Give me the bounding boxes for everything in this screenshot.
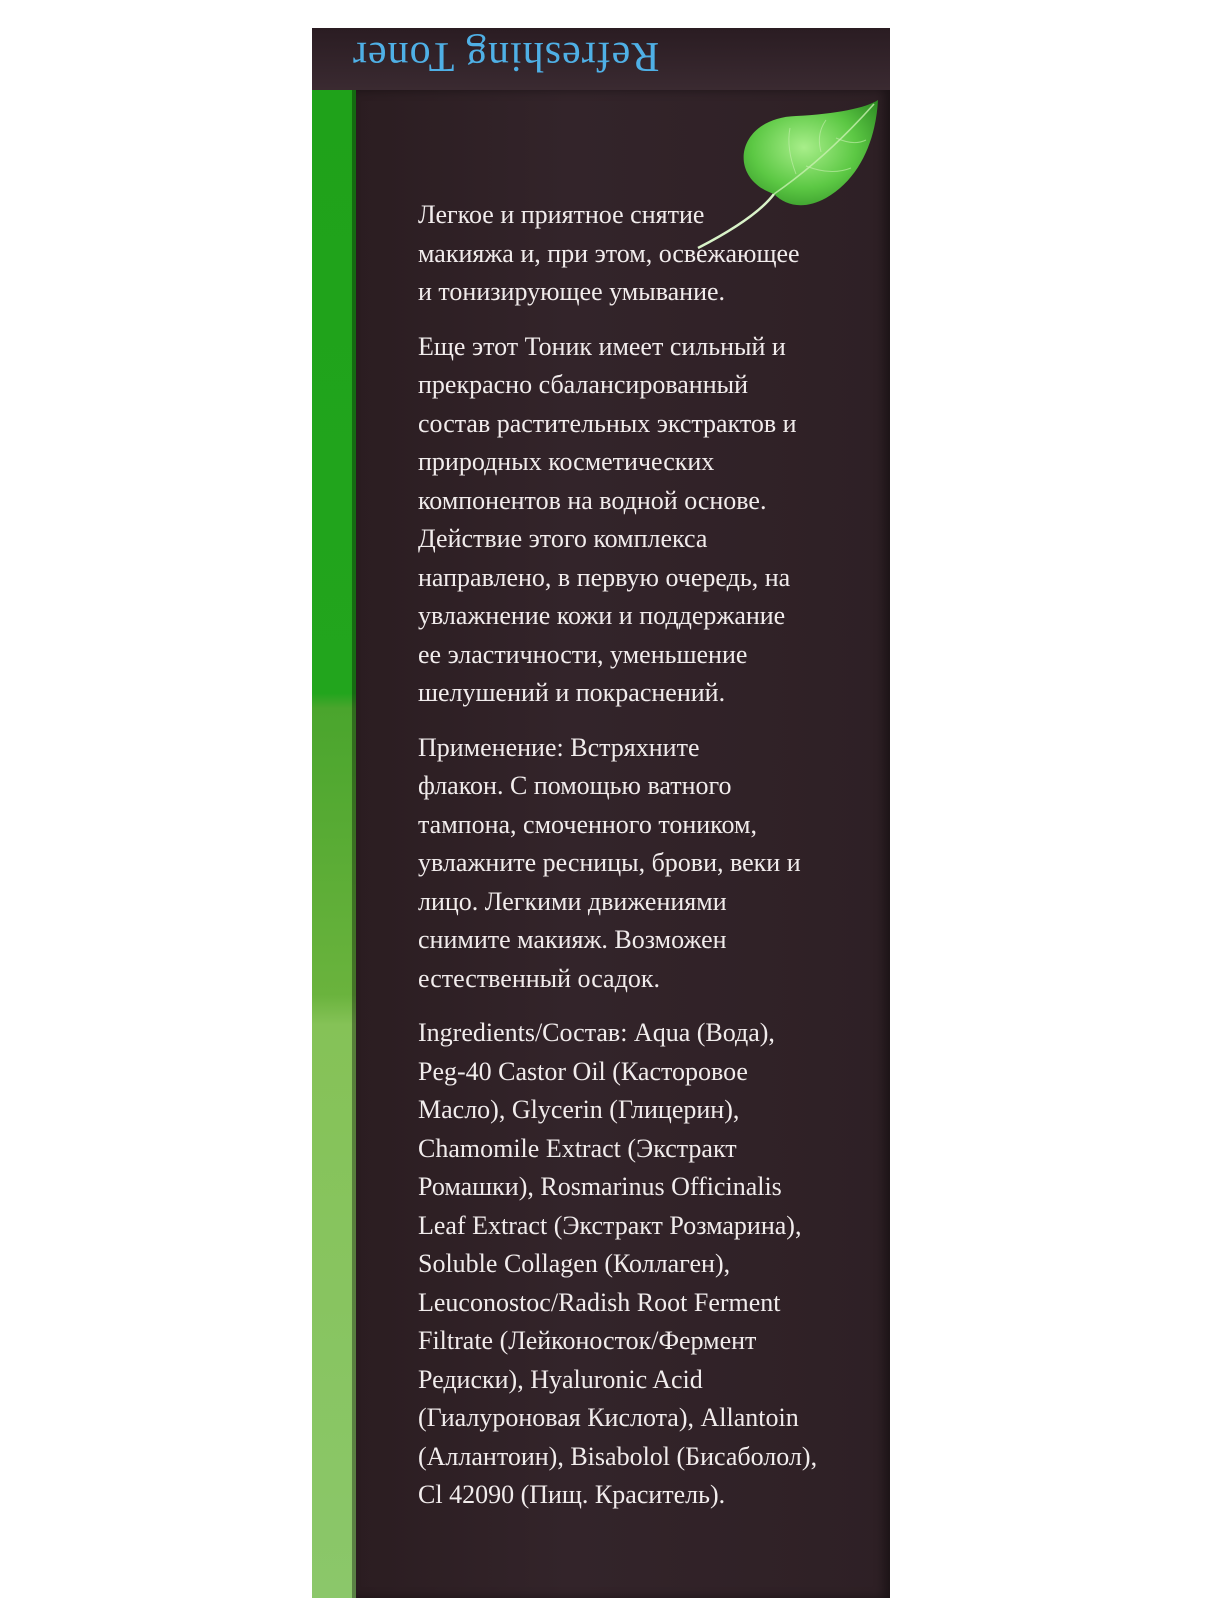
text-line: природных косметических xyxy=(418,447,715,476)
paragraph-intro xyxy=(396,196,846,312)
text-line: прекрасно сбалансированный xyxy=(418,370,749,399)
text-line: тампона, смоченного тоником, xyxy=(418,809,757,839)
paragraph-composition xyxy=(396,328,846,713)
text-line: Редиски), Hyaluronic Acid xyxy=(418,1364,703,1394)
text-line: Chamomile Extract (Экстракт xyxy=(418,1133,737,1163)
box-top-flap xyxy=(312,28,890,92)
text-line: Leaf Extract (Экстракт Розмарина), xyxy=(418,1210,802,1240)
text-line: компонентов на водной основе. xyxy=(418,485,767,515)
text-line: (Аллантоин), Bisabolol (Бисаболол), xyxy=(418,1441,818,1471)
product-box xyxy=(312,28,890,1598)
text-line: шелушений и покраснений. xyxy=(418,678,726,707)
text-line: макияжа и, при этом, освежающее xyxy=(418,238,800,268)
text-line: Применение: Встряхните xyxy=(418,732,700,762)
paragraph-ingredients xyxy=(396,1014,846,1515)
text-line: Leuconostoc/Radish Root Ferment xyxy=(418,1287,781,1317)
text-line: лицо. Легкими движениями xyxy=(418,886,727,916)
text-line: флакон. С помощью ватного xyxy=(418,771,732,800)
text-line: состав растительных экстрактов и xyxy=(418,408,797,438)
text-line: (Гиалуроновая Кислота), Allantoin xyxy=(418,1403,799,1432)
text-line: снимите макияж. Возможен xyxy=(418,925,727,954)
text-line: Peg-40 Castor Oil (Касторовое xyxy=(418,1056,748,1086)
text-line: Еще этот Тоник имеет сильный и xyxy=(418,331,786,361)
mirrored-product-title: Refreshing Toner xyxy=(352,33,660,79)
text-line: Масло), Glycerin (Глицерин), xyxy=(418,1095,740,1124)
text-line: Ромашки), Rosmarinus Officinalis xyxy=(418,1172,782,1201)
text-line: Действие этого комплекса xyxy=(418,524,708,553)
text-line: увлажнение кожи и поддержание xyxy=(418,601,786,630)
text-line: естественный осадок. xyxy=(418,963,660,993)
text-line: и тонизирующее умывание. xyxy=(418,277,726,306)
text-line: ее эластичности, уменьшение xyxy=(418,639,748,669)
text-line: Ingredients/Состав: Aqua (Вода), xyxy=(418,1018,775,1047)
box-front-panel xyxy=(356,90,890,1598)
text-line: увлажните ресницы, брови, веки и xyxy=(418,848,801,877)
green-side-strip xyxy=(312,90,356,1598)
text-line: Легкое и приятное снятие xyxy=(418,200,705,229)
text-line: направлено, в первую очередь, на xyxy=(418,562,791,592)
text-line: Cl 42090 (Пищ. Краситель). xyxy=(418,1480,726,1509)
paragraph-usage xyxy=(396,729,846,999)
description-text xyxy=(396,196,846,1531)
text-line: Filtrate (Лейконосток/Фермент xyxy=(418,1326,757,1355)
text-line: Soluble Collagen (Коллаген), xyxy=(418,1249,731,1278)
